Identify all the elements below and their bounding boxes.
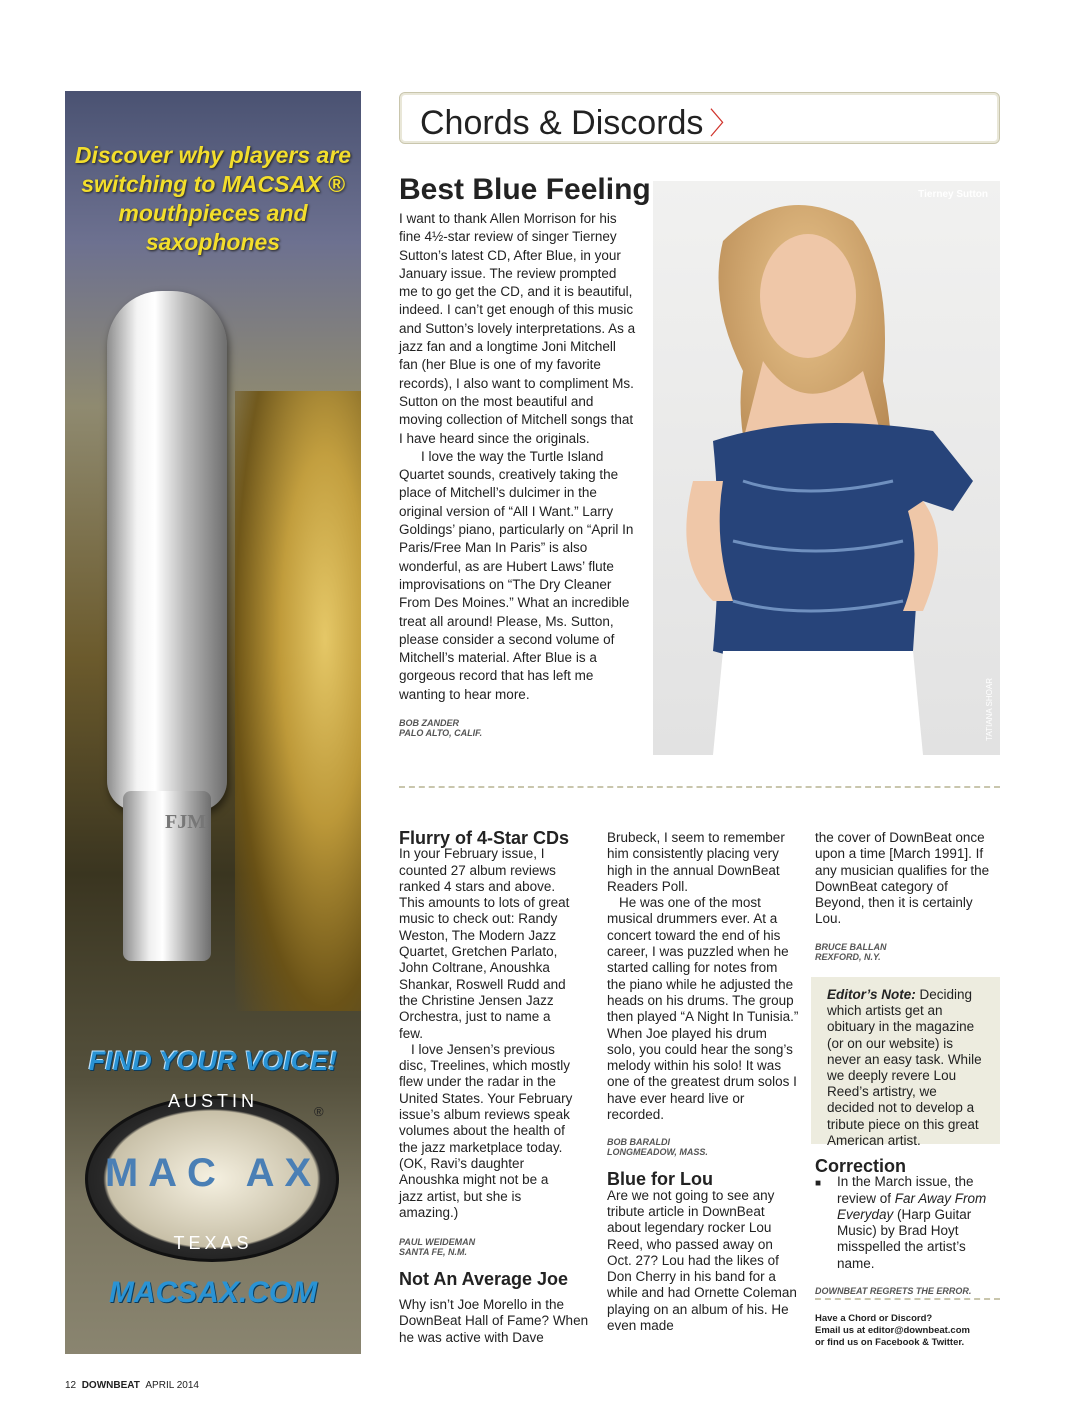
issue-date: APRIL 2014 — [145, 1380, 199, 1391]
letter-paragraph: He was one of the most musical drummers ever. At a concert toward the end of his career, I was puzzled when he started calling for notes from the piano while he adjusted the heads on his drums. The group then played “A Night In Tunisia.” When Joe played his drum solo, you could hear the song’s melody within his solo! It was one of the greatest drum solos I have ever heard live or recorded. — [607, 895, 799, 1123]
correction-title: Correction — [815, 1156, 907, 1176]
byline-place: PALO ALTO, CALIF. — [399, 728, 483, 739]
letter-body — [399, 210, 637, 738]
correction-text-a: In the March issue, the review of — [837, 1174, 974, 1206]
letter-paragraph-continued: Brubeck, I seem to remember him consistently placing very high in the annual DownBeat Readers Poll. — [607, 830, 785, 894]
letter-title: Blue for Lou — [607, 1169, 713, 1190]
letter-title: Flurry of 4-Star CDs — [399, 828, 570, 848]
letter-paragraph: I want to thank Allen Morrison for his fine 4½-star review of singer Tierney Sutton’s latest CD, After Blue, in your January issue. The review prompted me to go get the CD, and it is beautiful, indeed. I can’t get enough of this music and Sutton’s lovely interpretations. As a jazz fan and a longtime Joni Mitchell fan (her Blue is one of my favorite records), I also want to compliment Ms. Sutton on the most beautiful and moving collection of Mitchell songs that I have heard since the originals. — [399, 211, 636, 446]
photo-credit: TATIANA SHOAR — [985, 678, 994, 741]
letter-paragraph-start: Why isn’t Joe Morello in the DownBeat Hall of Fame? When he was active with Dave — [399, 1297, 589, 1345]
chevron-right-icon: 〉 — [709, 108, 740, 141]
letter-title: Best Blue Feeling — [399, 173, 651, 206]
logo-top-text: AUSTIN — [167, 1091, 258, 1111]
page-number: 12 — [65, 1380, 77, 1391]
ad-url-link[interactable]: MACSAX.COM — [108, 1276, 318, 1309]
column-2 — [607, 830, 799, 1334]
correction-regret: DOWNBEAT REGRETS THE ERROR. — [815, 1286, 972, 1297]
letter-paragraph-start: Are we not going to see any tribute article in DownBeat about legendary rocker Lou Reed, who passed away on Oct. 27? Lou had the likes of Don Cherry in his band for a while and had Ornette Coleman playing on an album of his. He even made — [607, 1187, 797, 1334]
ad-slogan: FIND YOUR VOICE! — [88, 1046, 338, 1076]
letter-title: Not An Average Joe — [399, 1269, 569, 1290]
registered-mark: ® — [314, 1104, 324, 1119]
letter-paragraph-continued: the cover of DownBeat once upon a time [March 1991]. If any musician qualifies for the DownBeat category of Beyond, then it is certainly Lou. — [815, 830, 990, 927]
saxophone-image — [235, 391, 361, 1011]
byline-name: BOB BARALDI — [607, 1137, 670, 1148]
ad-headline: Discover why players are switching to MACSAX ® mouthpieces and saxophones — [74, 142, 352, 255]
section-title — [420, 99, 739, 143]
artist-photo — [653, 181, 1000, 755]
contact-line-2-prefix: Email us at — [815, 1325, 868, 1336]
logo-brand-text: MAC AX — [104, 1151, 322, 1195]
correction-section — [815, 1158, 1000, 1296]
contact-divider — [815, 1298, 1000, 1300]
page-footer — [65, 1380, 199, 1391]
byline-name: BRUCE BALLAN — [815, 941, 887, 952]
column-3 — [815, 830, 1000, 962]
correction-text — [837, 1174, 997, 1272]
contact-line-2 — [815, 1325, 1005, 1337]
byline-place: LONGMEADOW, MASS. — [607, 1147, 708, 1158]
letter-paragraph: In your February issue, I counted 27 album reviews ranked 4 stars and above. This amounts to lots of great music to check out: Randy Weston, The Modern Jazz Quartet, Gretchen Parlato, John Coltrane, Anoushka Shankar, Roswell Rudd and the Christine Jensen Jazz Orchestra, just to name a few. — [399, 846, 570, 1041]
mouthpiece-engraving: FJM — [165, 811, 207, 833]
column-1-continued — [399, 1297, 594, 1345]
correction-item — [815, 1174, 1000, 1272]
editors-note-text — [827, 987, 987, 1149]
byline-name: PAUL WEIDEMAN — [399, 1237, 476, 1248]
magazine-name: DOWNBEAT — [81, 1380, 140, 1391]
letter-paragraph: I love Jensen’s previous disc, Treelines, which mostly flew under the radar in the United States. Your February issue’s album reviews speak volumes about the health of the jazz marketplace today. (OK, Ravi’s daughter Anoushka might not be a jazz artist, but she is amazing.) — [399, 1041, 573, 1220]
artist-figure-image — [653, 181, 1000, 755]
column-1 — [399, 828, 594, 1290]
byline-name: BOB ZANDER — [399, 718, 459, 729]
byline-place: REXFORD, N.Y. — [815, 951, 881, 962]
section-header — [399, 92, 1000, 144]
contact-info — [815, 1313, 1005, 1349]
correction-album-title: Far Away From Everyday — [837, 1190, 987, 1222]
section-divider — [399, 786, 1000, 788]
editors-note-label: Editor’s Note: — [827, 987, 916, 1002]
letter-paragraph: I love the way the Turtle Island Quartet sounds, creatively taking the place of Mitchell’s dulcimer in the original version of “All I Want.” Larry Goldings’ piano, particularly on “April In Paris/Free Man In Paris” is also wonderful, as are Hubert Laws’ flute improvisations on “The Dry Cleaner From Des Moines.” What an incredible treat all around! Please, Ms. Sutton, please consider a second volume of Mitchell’s material. After Blue is a gorgeous record that has left me wanting to hear more. — [399, 448, 634, 702]
mouthpiece-image — [107, 291, 227, 811]
contact-email-link[interactable]: editor@downbeat.com — [867, 1325, 970, 1336]
photo-caption: Tierney Sutton — [918, 189, 988, 200]
macsax-advertisement[interactable] — [65, 91, 361, 1354]
editors-note-box — [811, 977, 1000, 1148]
logo-bottom-text: TEXAS — [173, 1233, 253, 1253]
editors-note-body: Deciding which artists get an obituary in the magazine (or on our website) is never an easy task. While we deeply revere Lou Reed’s artistry, we decided not to develop a tribute piece on this great American artist. — [827, 987, 982, 1148]
bullet-icon: ■ — [815, 1178, 822, 1190]
contact-line-3: or find us on Facebook & Twitter. — [815, 1337, 965, 1348]
byline-place: SANTA FE, N.M. — [399, 1247, 467, 1258]
section-title-text: Chords & Discords — [420, 104, 704, 142]
contact-line-1: Have a Chord or Discord? — [815, 1313, 933, 1324]
correction-text-b: (Harp Guitar Music) by Brad Hoyt misspelled the artist’s name. — [837, 1206, 972, 1271]
